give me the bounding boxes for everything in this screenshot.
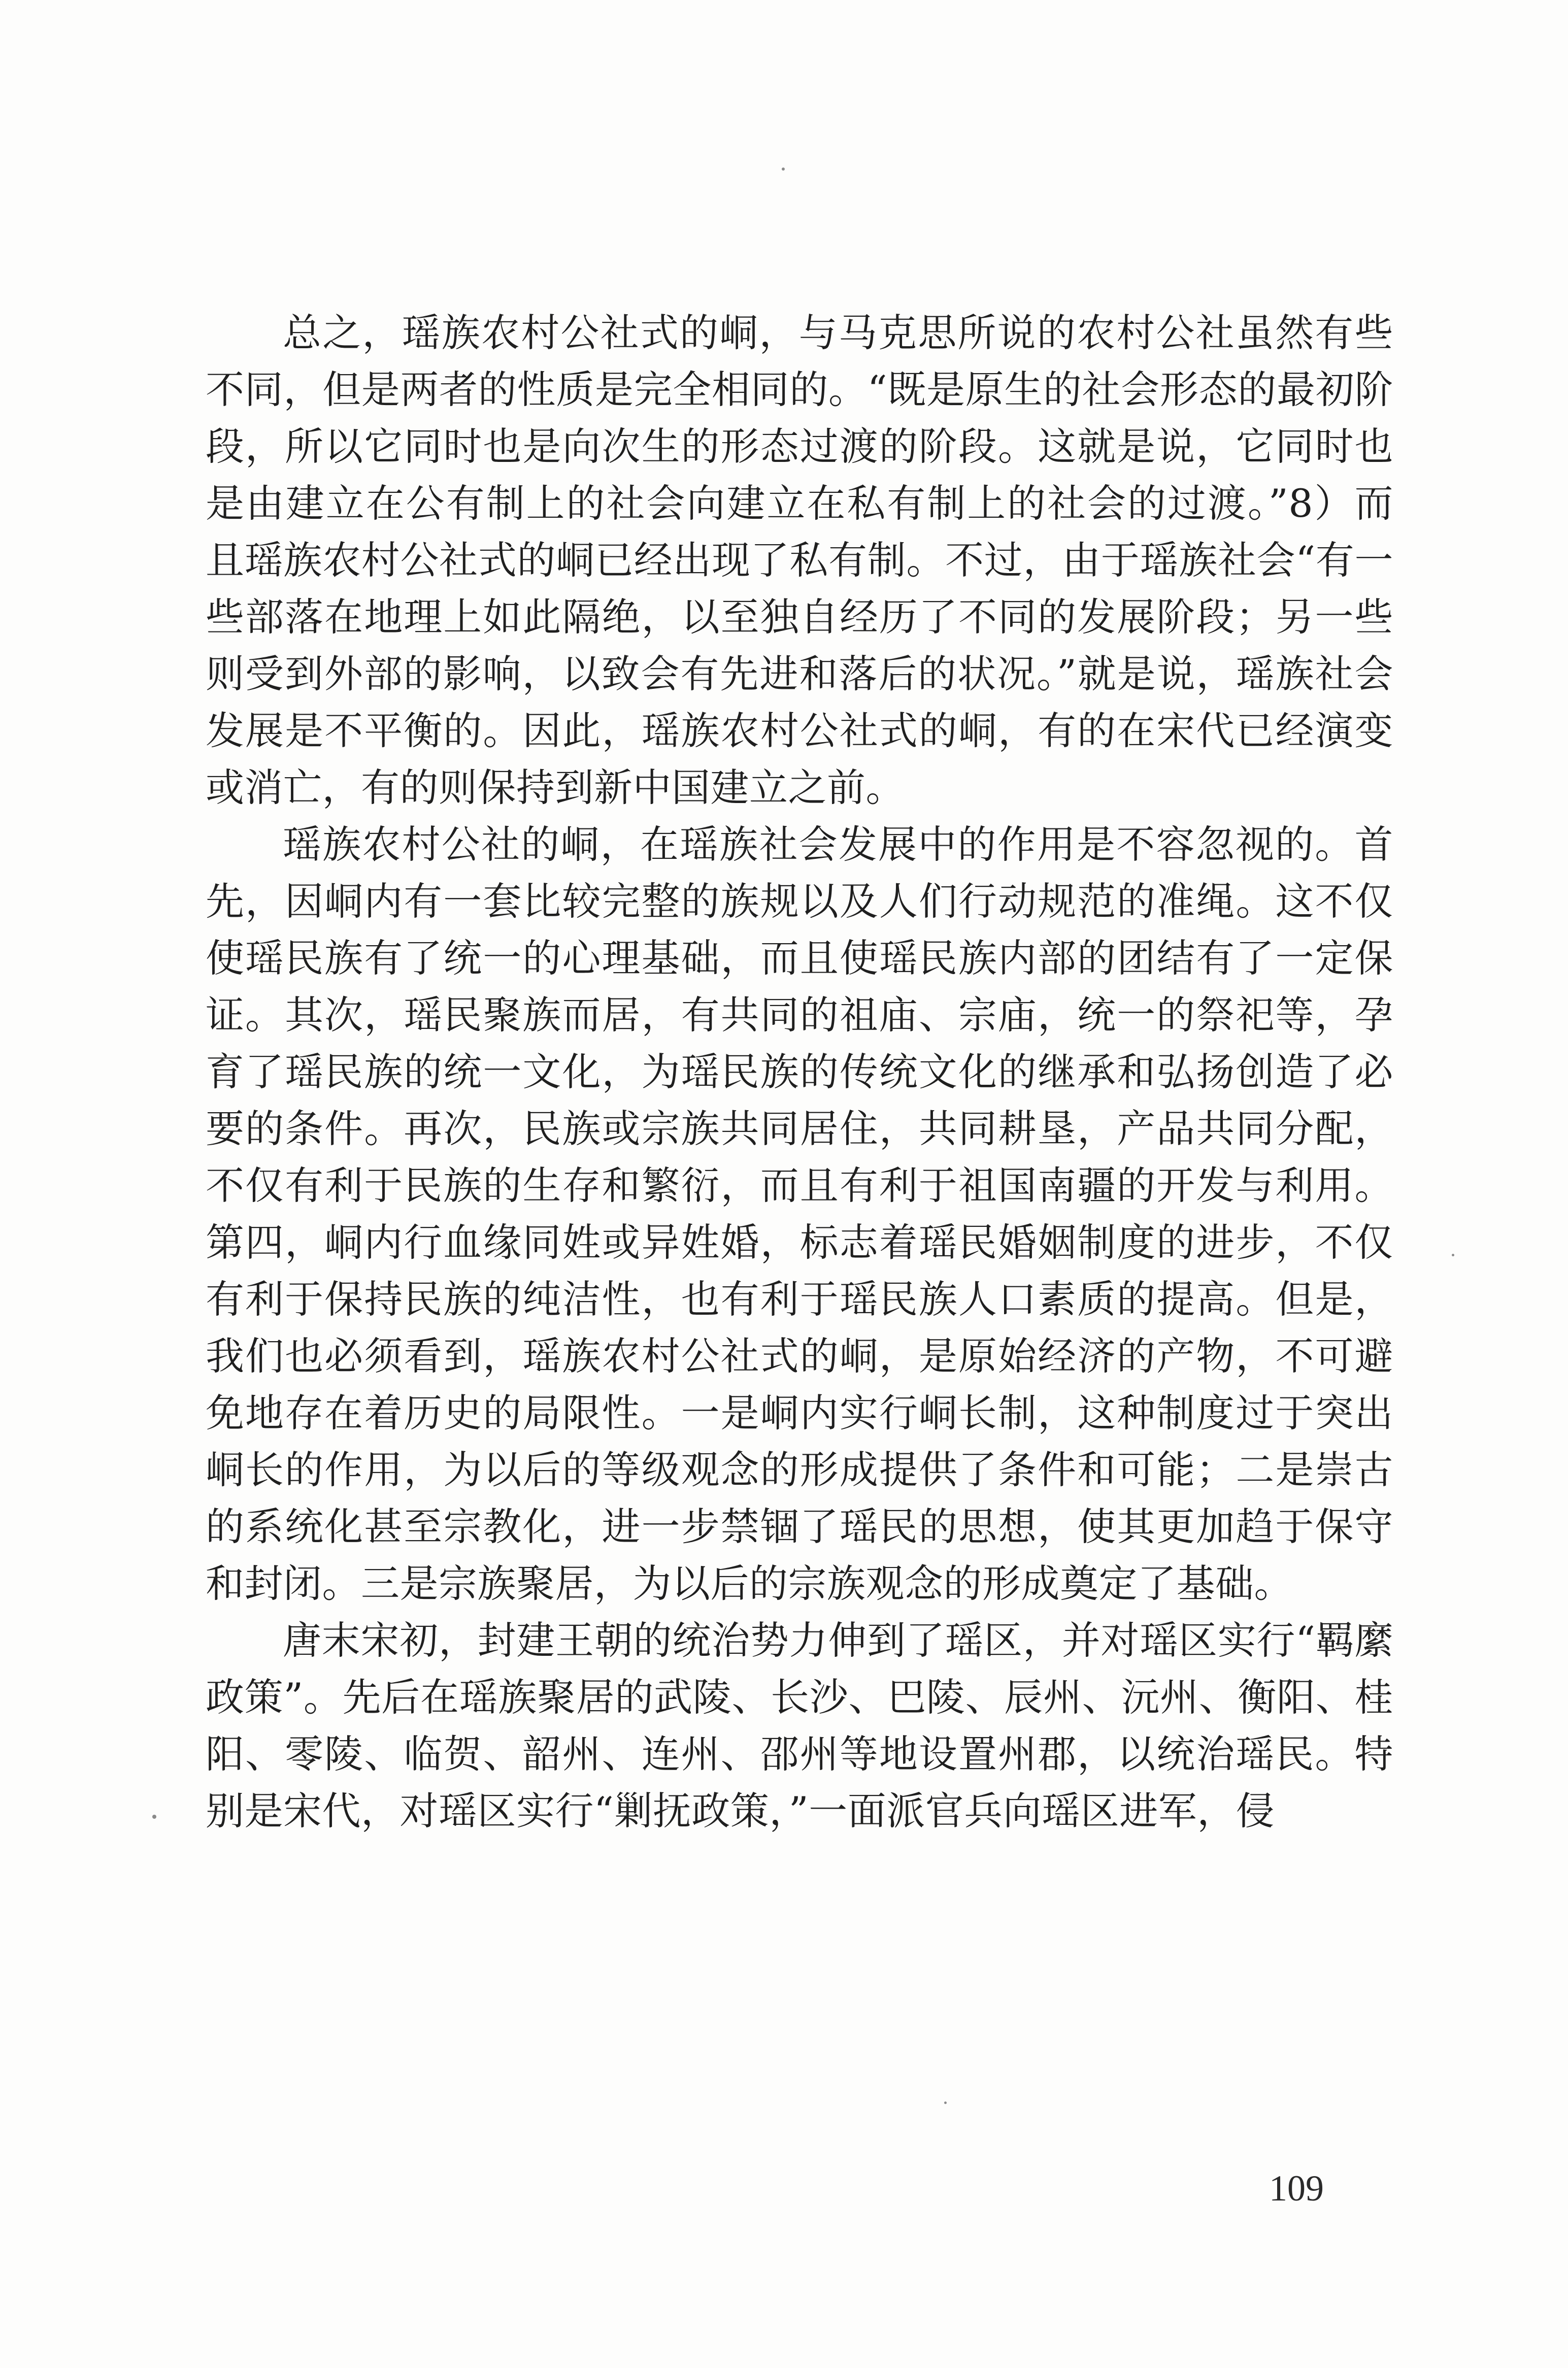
paragraph-1: 总之，瑶族农村公社式的峒，与马克思所说的农村公社虽然有些不同，但是两者的性质是完全相同的。“既是原生的社会形态的最初阶段，所以它同时也是向次生的形态过渡的阶段。这就是说，它同时也是由建立在公有制上的社会向建立在私有制上的社会的过渡。”8）而且瑶族农村公社式的峒已经出现了私有制。不过，由于瑶族社会“有一些部落在地理上如此隔绝，以至独自经历了不同的发展阶段；另一些则受到外部的影响，以致会有先进和落后的状况。”就是说，瑶族社会发展是不平衡的。因此，瑶族农村公社式的峒，有的在宋代已经演变或消亡，有的则保持到新中国建立之前。 (206, 310, 1393, 810)
scan-speck (1452, 1254, 1454, 1256)
paragraph-3: 唐末宋初，封建王朝的统治势力伸到了瑶区，并对瑶区实行“羁縻政策”。先后在瑶族聚居的武陵、长沙、巴陵、辰州、沅州、衡阳、桂阳、零陵、临贺、韶州、连州、邵州等地设置州郡，以统治瑶民。特别是宋代，对瑶区实行“剿抚政策，”一面派官兵向瑶区进军，侵 (206, 1618, 1393, 1833)
paragraph-2: 瑶族农村公社的峒，在瑶族社会发展中的作用是不容忽视的。首先，因峒内有一套比较完整的族规以及人们行动规范的准绳。这不仅使瑶民族有了统一的心理基础，而且使瑶民族内部的团结有了一定保证。其次，瑶民聚族而居，有共同的祖庙、宗庙，统一的祭祀等，孕育了瑶民族的统一文化，为瑶民族的传统文化的继承和弘扬创造了必要的条件。再次，民族或宗族共同居住，共同耕垦，产品共同分配，不仅有利于民族的生存和繁衍，而且有利于祖国南疆的开发与利用。第四，峒内行血缘同姓或异姓婚，标志着瑶民婚姻制度的进步，不仅有利于保持民族的纯洁性，也有利于瑶民族人口素质的提高。但是，我们也必须看到，瑶族农村公社式的峒，是原始经济的产物，不可避免地存在着历史的局限性。一是峒内实行峒长制，这种制度过于突出峒长的作用，为以后的等级观念的形成提供了条件和可能；二是崇古的系统化甚至宗教化，进一步禁锢了瑶民的思想，使其更加趋于保守和封闭。三是宗族聚居，为以后的宗族观念的形成奠定了基础。 (206, 822, 1393, 1606)
scan-speck (944, 2102, 947, 2104)
body-text (206, 305, 1393, 1840)
page-number: 109 (1269, 2168, 1324, 2209)
scan-speck (152, 1815, 156, 1819)
scan-speck (782, 168, 785, 171)
